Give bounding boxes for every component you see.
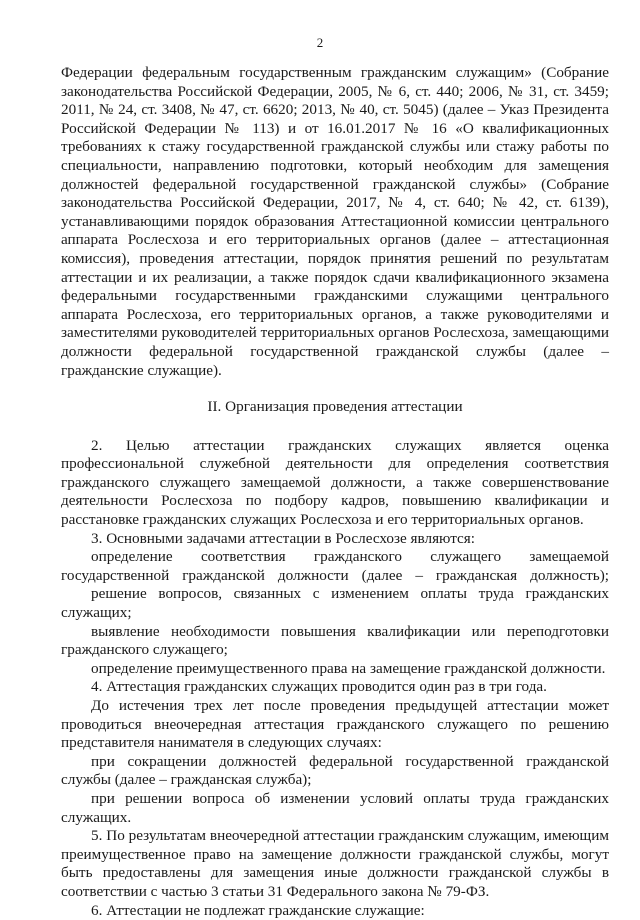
document-body (61, 64, 609, 920)
paragraph-continuation: Федерации федеральным государственным гражданским служащим» (Собрание законодательства Российской Федерации, 2005, № 6, ст. 440; 2006, № 31, ст. 3459; 2011, № 24, ст. 3408, № 47, ст. 6620; 2013, № 40, ст. 5045) (далее – Указ Президента Российской Федерации № 113) и от 16.01.2017 № 16 «О квалификационных требованиях к стажу государственной гражданской службы или стажу работы по специальности, направлению подготовки, который необходим для замещения должностей федеральной государственной гражданской службы» (Собрание законодательства Российской Федерации, 2017, № 4, ст. 640; № 42, ст. 6139), устанавливающими порядок образования Аттестационной комиссии центрального аппарата Рослесхоза и его территориальных органов (далее – аттестационная комиссия), проведения аттестации, порядок принятия решений по результатам аттестации и их реализации, а также порядок сдачи квалификационного экзамена федеральными государственными гражданскими служащими центрального аппарата Рослесхоза, его территориальных органов, а также руководителями и заместителями руководителей территориальных органов Рослесхоза, замещающими должности федеральной государственной гражданской службы (далее – гражданские служащие). (61, 64, 609, 379)
paragraph-extraordinary: До истечения трех лет после проведения предыдущей аттестации может проводиться внеочередная аттестация гражданского служащего по решению представителя нанимателя в следующих случаях: (61, 697, 609, 752)
paragraph-item-2: 2. Целью аттестации гражданских служащих является оценка профессиональной служебной деятельности для определения соответствия гражданского служащего замещаемой должности, а также совершенствование деятельности Рослесхоза по подбору кадров, повышению квалификации и расстановке гражданских служащих Рослесхоза и его территориальных органов. (61, 436, 609, 529)
paragraph-task-4: определение преимущественного права на замещение гражданской должности. (91, 659, 606, 677)
section-title: II. Организация проведения аттестации (207, 398, 463, 416)
paragraph-item-4: 4. Аттестация гражданских служащих проводится один раз в три года. (91, 678, 547, 696)
paragraph-task-3: выявление необходимости повышения квалификации или переподготовки гражданского служащего; (61, 622, 609, 659)
page-number: 2 (316, 35, 324, 50)
paragraph-item-3: 3. Основными задачами аттестации в Рослесхозе являются: (91, 529, 475, 547)
paragraph-item-6: 6. Аттестации не подлежат гражданские служащие: (91, 901, 425, 919)
paragraph-task-1: определение соответствия гражданского служащего замещаемой государственной гражданской должности (далее – гражданская должность); (61, 548, 609, 584)
paragraph-task-2: решение вопросов, связанных с изменением оплаты труда гражданских служащих; (61, 585, 609, 622)
paragraph-item-5: 5. По результатам внеочередной аттестации гражданским служащим, имеющим преимущественное право на замещение должности гражданской службы, могут быть предоставлены для замещения иные должности гражданской службы в соответствии с частью 3 статьи 31 Федерального закона № 79-ФЗ. (61, 827, 609, 900)
paragraph-case-2: при решении вопроса об изменении условий оплаты труда гражданских служащих. (61, 789, 609, 826)
paragraph-case-1: при сокращении должностей федеральной государственной гражданской службы (далее – гражданская служба); (61, 752, 609, 789)
